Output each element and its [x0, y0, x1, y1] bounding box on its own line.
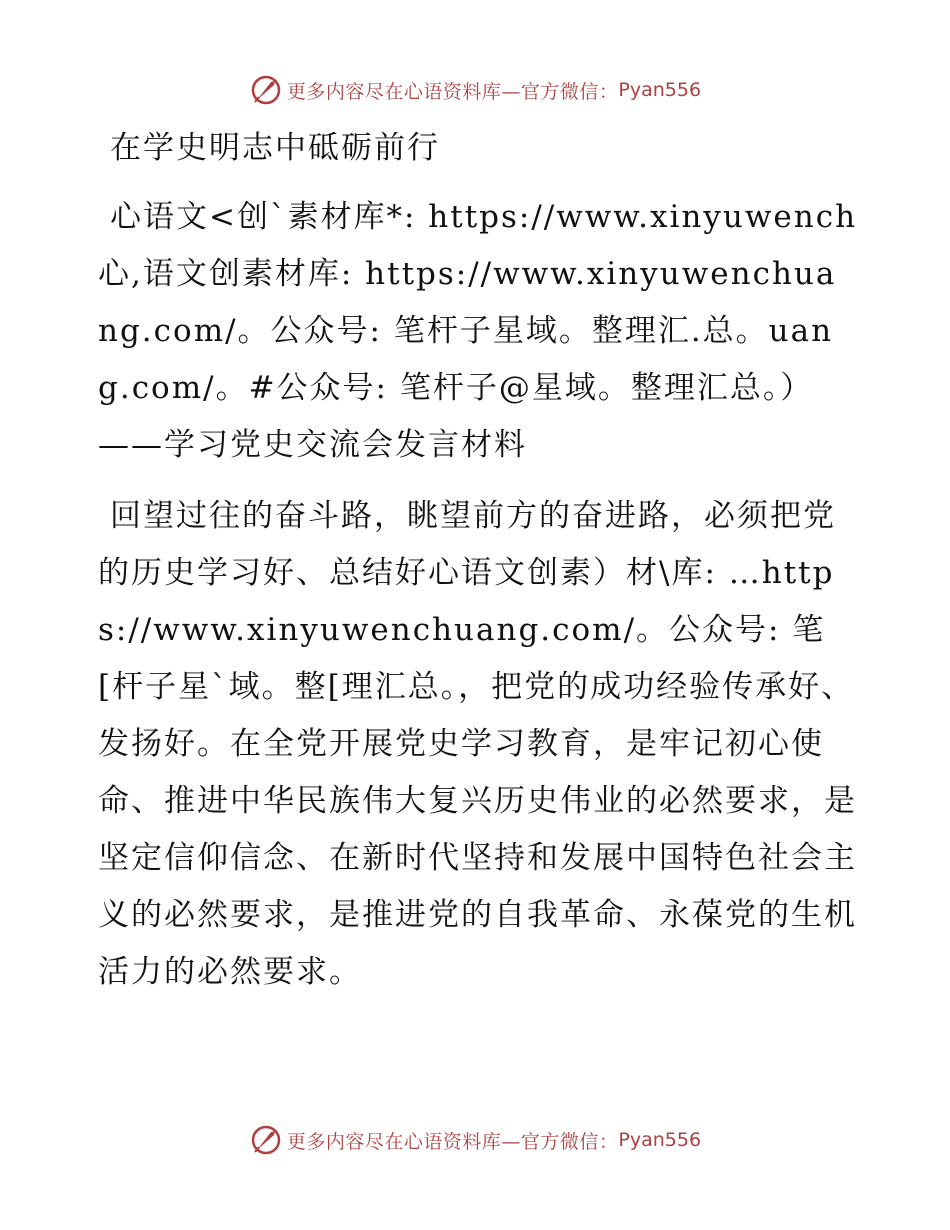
- feather-pen-logo-icon: [249, 1123, 283, 1157]
- paragraph-main: 回望过往的奋斗路，眺望前方的奋进路，必须把党的历史学习好、总结好心语文创素）材\库: …https://www.xinyuwenchuang.com/。公众号: 笔[杆子星`域。整[理汇总。，把党的成功经验传承好、发扬好。在全党开展党史学习教育，是牢记初心使命、推进中华民族伟大复兴历史伟业的必然要求，是坚定信仰信念、在新时代坚持和发展中国特色社会主义的必然要求，是推进党的自我革命、永葆党的生机活力的必然要求。: [98, 498, 857, 990]
- watermark-text: 更多内容尽在心语资料库—官方微信：: [286, 80, 619, 103]
- watermark-wechat-id: Pyan556: [618, 79, 702, 101]
- paragraph-intro: 心语文<创`素材库*: https://www.xinyuwench心,语文创素材库: https://www.xinyuwenchuang.com/。公众号: 笔杆子星域。整理汇.总。uang.com/。#公众号: 笔杆子@星域。整理汇总。）——学习党史交流会发言材料: [98, 199, 858, 463]
- watermark-wechat-id: Pyan556: [618, 1129, 702, 1151]
- footer-watermark: [0, 1120, 950, 1160]
- watermark-text: 更多内容尽在心语资料库—官方微信：: [286, 1130, 619, 1153]
- document-title: 在学史明志中砥砺前行: [110, 130, 440, 166]
- header-watermark: [0, 70, 950, 110]
- feather-pen-logo-icon: [249, 73, 283, 107]
- document-body: [98, 120, 858, 1015]
